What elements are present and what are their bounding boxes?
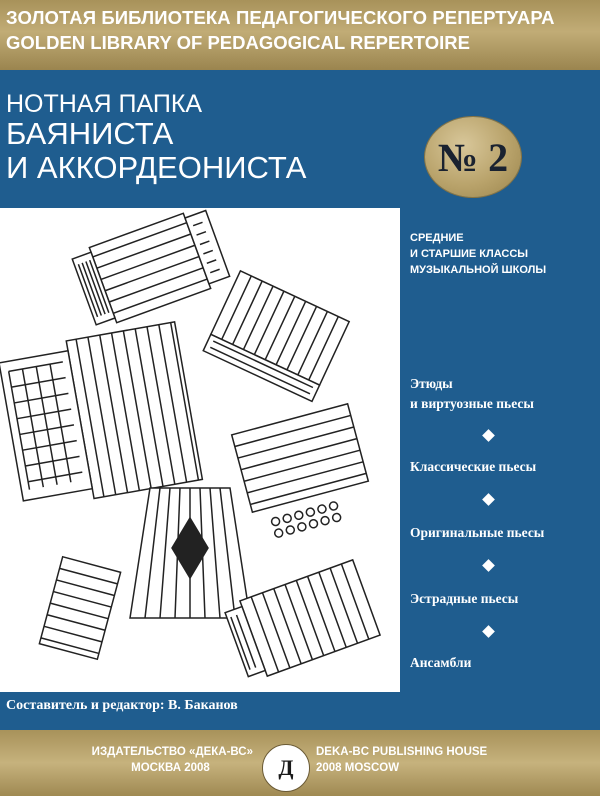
- grade-line-3: МУЗЫКАЛЬНОЙ ШКОЛЫ: [410, 264, 547, 276]
- publisher-logo-letter: Д: [278, 755, 294, 780]
- issue-number: № 2: [437, 134, 509, 180]
- title-line-2: БАЯНИСТА: [6, 116, 174, 151]
- title-line-1: НОТНАЯ ПАПКА: [6, 90, 203, 118]
- publisher-name-ru: ИЗДАТЕЛЬСТВО «ДЕКА-ВС»: [91, 746, 253, 758]
- accordion-illustration: [0, 208, 400, 692]
- publisher-city-en: 2008 MOSCOW: [316, 762, 400, 774]
- series-title-en: GOLDEN LIBRARY OF PEDAGOGICAL REPERTOIRE: [6, 32, 470, 53]
- contents-item-virtuoso: и виртуозные пьесы: [410, 396, 534, 411]
- series-title-ru: ЗОЛОТАЯ БИБЛИОТЕКА ПЕДАГОГИЧЕСКОГО РЕПЕРТУАРА: [6, 7, 555, 28]
- grade-line-2: И СТАРШИЕ КЛАССЫ: [410, 248, 529, 260]
- accordion-illustration-icon: [0, 208, 400, 692]
- title-line-3: И АККОРДЕОНИСТА: [6, 150, 307, 185]
- publisher-name-en: DEKA-BC PUBLISHING HOUSE: [316, 746, 488, 758]
- publisher-city-ru: МОСКВА 2008: [131, 762, 210, 774]
- contents-item-ensembles: Ансамбли: [410, 655, 472, 670]
- contents-item-etudes: Этюды: [410, 376, 453, 391]
- contents-item-pop: Эстрадные пьесы: [410, 591, 519, 606]
- grade-line-1: СРЕДНИЕ: [410, 232, 464, 244]
- editor-credit: Составитель и редактор: В. Баканов: [6, 698, 238, 713]
- issue-badge: [425, 117, 521, 197]
- contents-item-classical: Классические пьесы: [410, 459, 537, 474]
- contents-item-original: Оригинальные пьесы: [410, 525, 545, 540]
- publisher-logo-icon: [262, 744, 310, 792]
